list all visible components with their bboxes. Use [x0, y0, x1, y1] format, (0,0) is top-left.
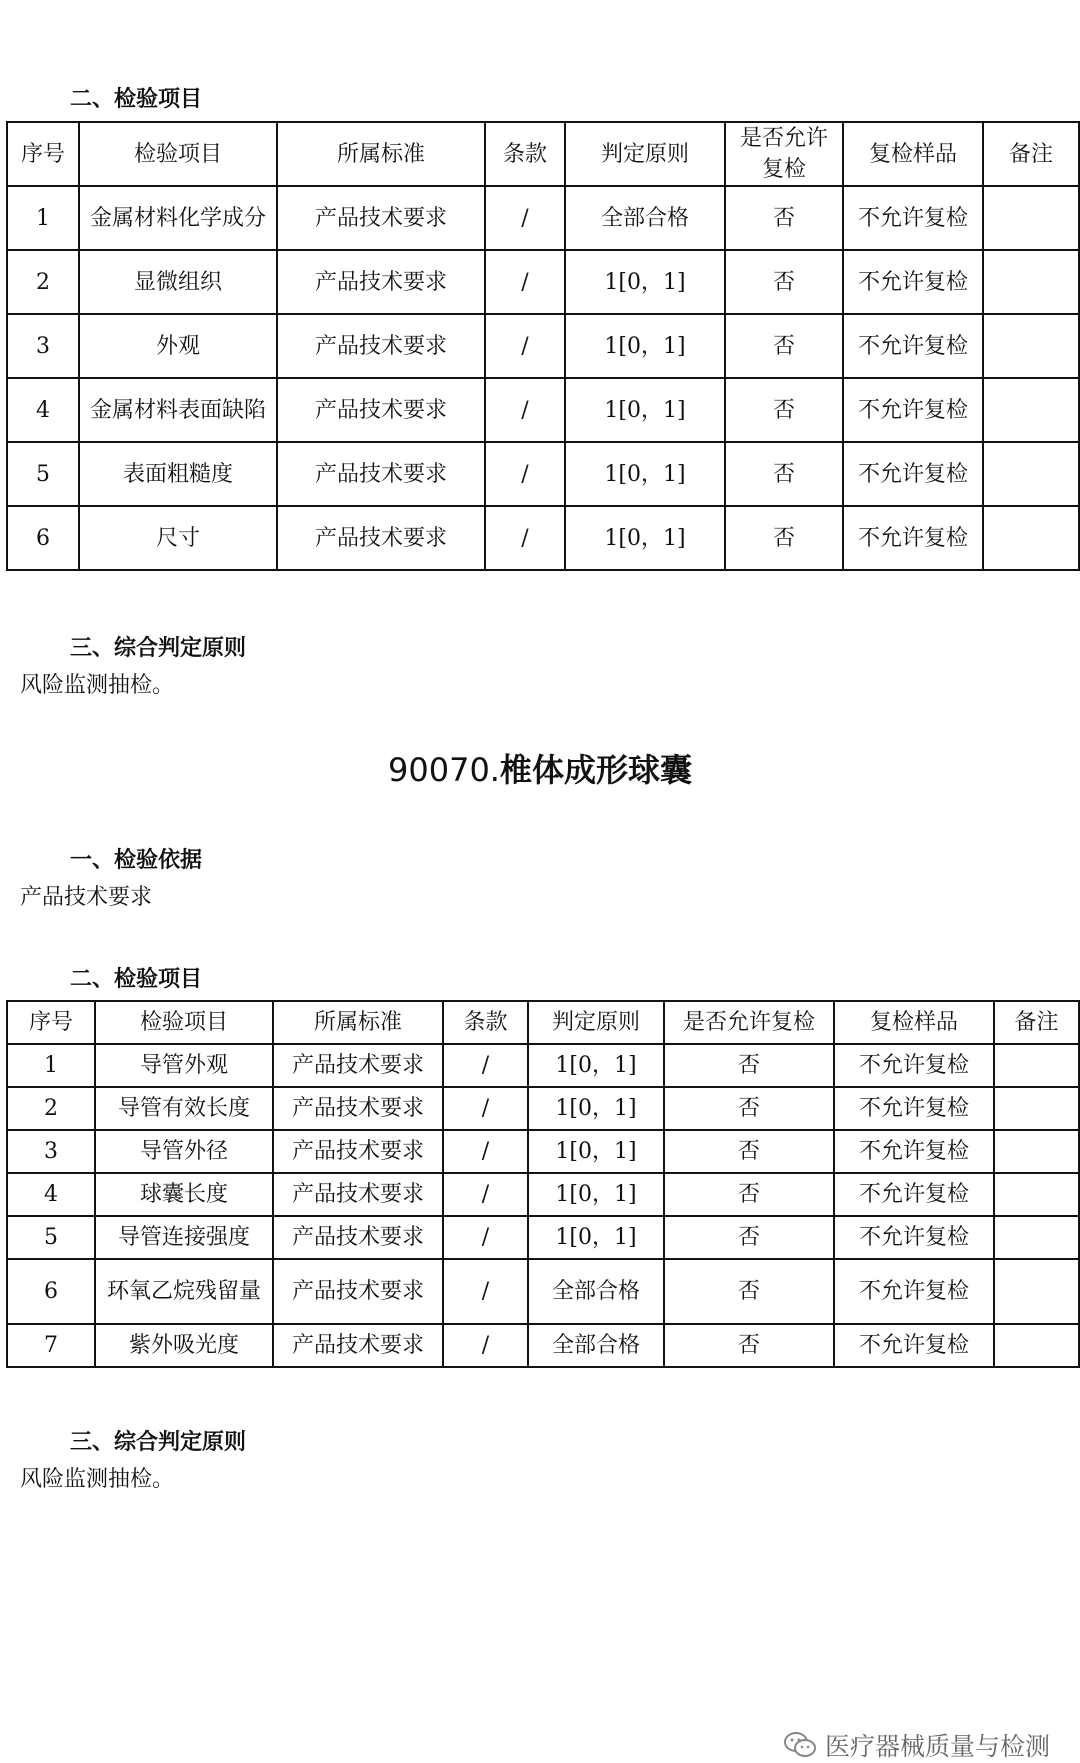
table-row [7, 1173, 1079, 1216]
cell-standard: 产品技术要求 [273, 1324, 443, 1367]
cell-item: 紫外吸光度 [95, 1324, 273, 1367]
cell-retest-allowed: 否 [725, 250, 843, 314]
cell-retest-allowed: 否 [725, 314, 843, 378]
product-title [0, 745, 1080, 791]
wechat-icon [783, 1731, 817, 1759]
cell-criterion: 1[0，1] [565, 506, 725, 570]
header-clause: 条款 [443, 1001, 528, 1044]
cell-standard: 产品技术要求 [277, 506, 485, 570]
cell-retest-allowed: 否 [664, 1044, 834, 1087]
cell-standard: 产品技术要求 [273, 1259, 443, 1324]
cell-item: 环氧乙烷残留量 [95, 1259, 273, 1324]
cell-index: 4 [7, 1173, 95, 1216]
header-standard: 所属标准 [273, 1001, 443, 1044]
cell-remark [983, 506, 1079, 570]
cell-retest-allowed: 否 [664, 1259, 834, 1324]
cell-clause: / [443, 1044, 528, 1087]
cell-retest-allowed: 否 [664, 1216, 834, 1259]
cell-retest-allowed: 否 [664, 1324, 834, 1367]
cell-index: 5 [7, 1216, 95, 1259]
table-row [7, 1130, 1079, 1173]
cell-item: 导管连接强度 [95, 1216, 273, 1259]
cell-criterion: 1[0，1] [528, 1087, 664, 1130]
cell-item: 表面粗糙度 [79, 442, 277, 506]
table-row [7, 1324, 1079, 1367]
cell-retest-allowed: 否 [664, 1173, 834, 1216]
table-row [7, 1216, 1079, 1259]
cell-retest-sample: 不允许复检 [843, 314, 983, 378]
cell-retest-sample: 不允许复检 [843, 506, 983, 570]
header-item: 检验项目 [79, 122, 277, 186]
cell-retest-sample: 不允许复检 [843, 378, 983, 442]
cell-item: 导管外径 [95, 1130, 273, 1173]
cell-criterion: 全部合格 [528, 1324, 664, 1367]
cell-clause: / [443, 1087, 528, 1130]
cell-item: 金属材料化学成分 [79, 186, 277, 250]
cell-retest-sample: 不允许复检 [834, 1216, 994, 1259]
table-row [7, 506, 1079, 570]
cell-index: 6 [7, 1259, 95, 1324]
cell-index: 2 [7, 250, 79, 314]
cell-retest-sample: 不允许复检 [834, 1087, 994, 1130]
cell-retest-allowed: 否 [725, 378, 843, 442]
cell-retest-allowed: 否 [725, 186, 843, 250]
table-row [7, 186, 1079, 250]
cell-index: 3 [7, 1130, 95, 1173]
cell-index: 7 [7, 1324, 95, 1367]
cell-retest-sample: 不允许复检 [834, 1130, 994, 1173]
section-heading-inspection-items: 二、检验项目 [70, 87, 203, 112]
cell-clause: / [485, 314, 565, 378]
cell-criterion: 1[0，1] [565, 378, 725, 442]
cell-retest-allowed: 否 [725, 442, 843, 506]
cell-index: 3 [7, 314, 79, 378]
cell-retest-sample: 不允许复检 [834, 1259, 994, 1324]
table-row [7, 250, 1079, 314]
cell-retest-sample: 不允许复检 [834, 1324, 994, 1367]
cell-clause: / [485, 186, 565, 250]
cell-remark [983, 442, 1079, 506]
cell-remark [994, 1087, 1079, 1130]
cell-criterion: 1[0，1] [528, 1216, 664, 1259]
cell-clause: / [443, 1173, 528, 1216]
cell-item: 导管有效长度 [95, 1087, 273, 1130]
header-retest-allowed: 是否允许复检 [664, 1001, 834, 1044]
cell-clause: / [485, 378, 565, 442]
cell-remark [994, 1044, 1079, 1087]
cell-criterion: 1[0，1] [565, 314, 725, 378]
header-standard: 所属标准 [277, 122, 485, 186]
table-row [7, 1259, 1079, 1324]
cell-retest-sample: 不允许复检 [843, 186, 983, 250]
cell-retest-sample: 不允许复检 [834, 1044, 994, 1087]
table-header-row [7, 1001, 1079, 1044]
product-name: 椎体成形球囊 [499, 751, 692, 789]
cell-standard: 产品技术要求 [273, 1216, 443, 1259]
header-remark: 备注 [983, 122, 1079, 186]
header-retest-sample: 复检样品 [843, 122, 983, 186]
cell-remark [994, 1173, 1079, 1216]
cell-clause: / [485, 506, 565, 570]
cell-retest-allowed: 否 [664, 1087, 834, 1130]
footer-watermark [783, 1727, 1050, 1763]
cell-standard: 产品技术要求 [277, 378, 485, 442]
header-retest-sample: 复检样品 [834, 1001, 994, 1044]
header-item: 检验项目 [95, 1001, 273, 1044]
cell-retest-sample: 不允许复检 [843, 442, 983, 506]
judgement-text: 风险监测抽检。 [20, 673, 175, 698]
cell-index: 1 [7, 186, 79, 250]
header-clause: 条款 [485, 122, 565, 186]
product-code: 90070. [388, 751, 500, 789]
cell-standard: 产品技术要求 [277, 442, 485, 506]
cell-clause: / [443, 1259, 528, 1324]
section-heading-inspection-items-2: 二、检验项目 [70, 967, 203, 992]
cell-item: 显微组织 [79, 250, 277, 314]
cell-standard: 产品技术要求 [273, 1087, 443, 1130]
cell-item: 尺寸 [79, 506, 277, 570]
table-row [7, 378, 1079, 442]
header-index: 序号 [7, 122, 79, 186]
cell-retest-sample: 不允许复检 [843, 250, 983, 314]
table-header-row [7, 122, 1079, 186]
cell-remark [983, 186, 1079, 250]
cell-criterion: 1[0，1] [528, 1173, 664, 1216]
cell-clause: / [443, 1130, 528, 1173]
header-retest-allowed: 是否允许复检 [725, 122, 843, 186]
cell-standard: 产品技术要求 [273, 1173, 443, 1216]
table-row [7, 1044, 1079, 1087]
cell-criterion: 1[0，1] [565, 442, 725, 506]
cell-criterion: 1[0，1] [528, 1044, 664, 1087]
cell-remark [983, 314, 1079, 378]
cell-criterion: 1[0，1] [565, 250, 725, 314]
cell-remark [994, 1130, 1079, 1173]
cell-retest-allowed: 否 [664, 1130, 834, 1173]
cell-index: 5 [7, 442, 79, 506]
cell-standard: 产品技术要求 [273, 1130, 443, 1173]
cell-standard: 产品技术要求 [277, 186, 485, 250]
cell-item: 导管外观 [95, 1044, 273, 1087]
cell-retest-sample: 不允许复检 [834, 1173, 994, 1216]
cell-remark [994, 1259, 1079, 1324]
cell-index: 4 [7, 378, 79, 442]
cell-index: 2 [7, 1087, 95, 1130]
judgement-text-2: 风险监测抽检。 [20, 1467, 175, 1492]
cell-item: 球囊长度 [95, 1173, 273, 1216]
header-remark: 备注 [994, 1001, 1079, 1044]
cell-criterion: 全部合格 [528, 1259, 664, 1324]
cell-remark [994, 1324, 1079, 1367]
cell-standard: 产品技术要求 [273, 1044, 443, 1087]
cell-criterion: 1[0，1] [528, 1130, 664, 1173]
inspection-items-table-2 [6, 1000, 1080, 1368]
cell-index: 1 [7, 1044, 95, 1087]
table-row [7, 442, 1079, 506]
cell-standard: 产品技术要求 [277, 250, 485, 314]
table-row [7, 1087, 1079, 1130]
header-criterion: 判定原则 [565, 122, 725, 186]
cell-clause: / [443, 1216, 528, 1259]
section-heading-judgement-2: 三、综合判定原则 [70, 1430, 247, 1455]
cell-criterion: 全部合格 [565, 186, 725, 250]
cell-clause: / [485, 250, 565, 314]
header-criterion: 判定原则 [528, 1001, 664, 1044]
footer-text: 医疗器械质量与检测 [824, 1732, 1050, 1761]
cell-item: 外观 [79, 314, 277, 378]
inspection-items-table-1 [6, 121, 1080, 571]
section-heading-basis: 一、检验依据 [70, 848, 203, 873]
cell-item: 金属材料表面缺陷 [79, 378, 277, 442]
cell-remark [983, 250, 1079, 314]
cell-remark [994, 1216, 1079, 1259]
cell-clause: / [443, 1324, 528, 1367]
cell-retest-allowed: 否 [725, 506, 843, 570]
header-index: 序号 [7, 1001, 95, 1044]
cell-remark [983, 378, 1079, 442]
basis-text: 产品技术要求 [20, 885, 153, 910]
cell-standard: 产品技术要求 [277, 314, 485, 378]
cell-index: 6 [7, 506, 79, 570]
section-heading-judgement: 三、综合判定原则 [70, 636, 247, 661]
table-row [7, 314, 1079, 378]
cell-clause: / [485, 442, 565, 506]
